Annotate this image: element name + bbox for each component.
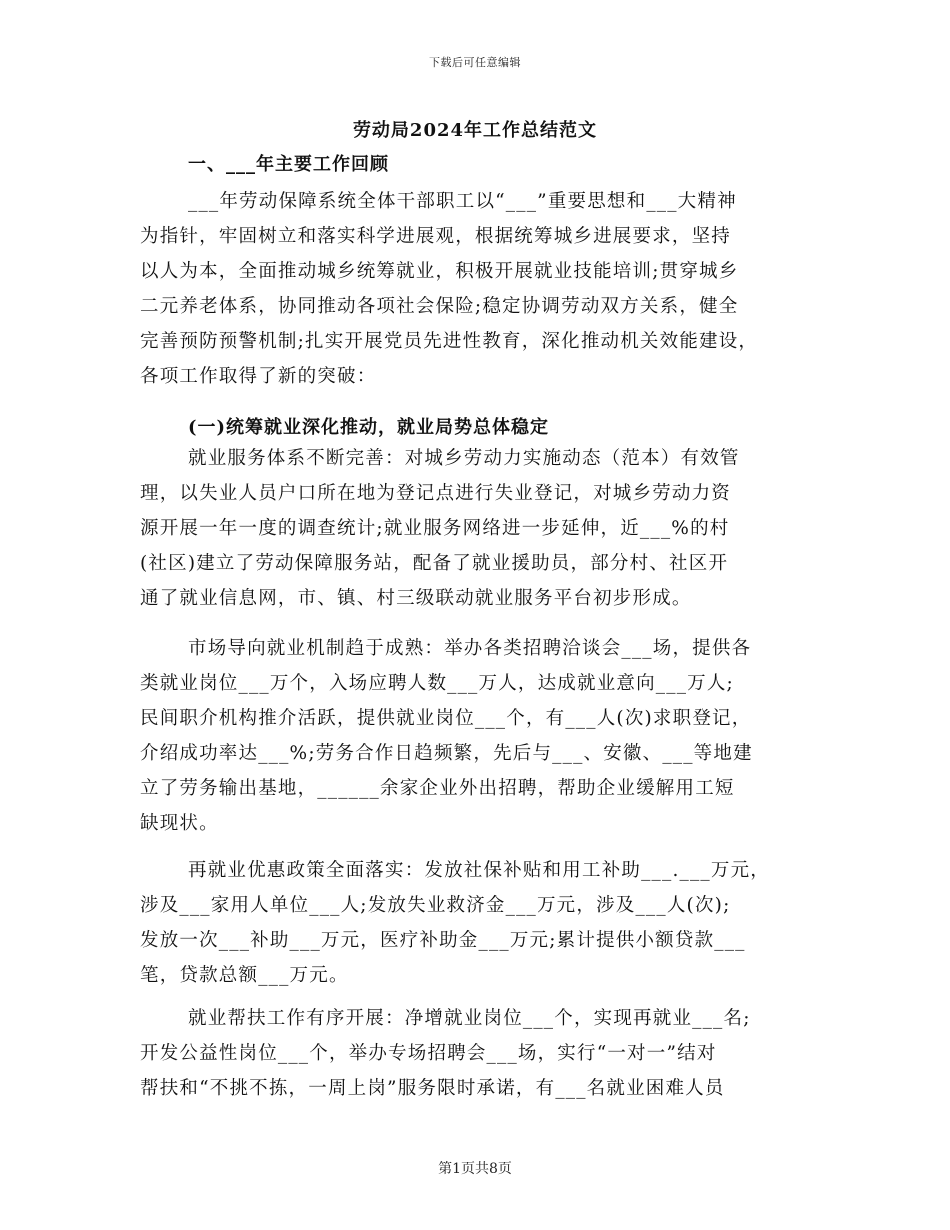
paragraph-line: 发放一次___补助___万元，医疗补助金___万元;累计提供小额贷款___	[140, 930, 746, 951]
paragraph-line: 为指针，牢固树立和落实科学进展观，根据统筹城乡进展要求，坚持	[140, 226, 732, 247]
paragraph-line: 再就业优惠政策全面落实：发放社保补贴和用工补助___.___万元，	[188, 860, 770, 881]
paragraph-line: 民间职介机构推介活跃，提供就业岗位___个，有___人(次)求职登记，	[140, 708, 752, 729]
paragraph-line: 缺现状。	[140, 813, 219, 834]
paragraph-line: 立了劳务输出基地，______余家企业外出招聘，帮助企业缓解用工短	[140, 778, 735, 799]
paragraph-line: 类就业岗位___万个，入场应聘人数___万人，达成就业意向___万人;	[140, 673, 734, 694]
paragraph-employment-service	[140, 441, 812, 616]
paragraph-line: 源开展一年一度的调查统计;就业服务网络进一步延伸，近___%的村	[140, 518, 730, 539]
header-note: 下载后可任意编辑	[429, 56, 521, 69]
paragraph-line: 笔，贷款总额___万元。	[140, 965, 349, 986]
page-footer: 第1页共8页	[438, 1161, 512, 1177]
document-title: 劳动局2024年工作总结范文	[352, 120, 598, 141]
paragraph-reemployment-policy	[140, 853, 812, 993]
paragraph-line: 介绍成功率达___%;劳务合作日趋频繁，先后与___、安徽、___等地建	[140, 743, 753, 764]
subheading-employment: (一)统筹就业深化推动，就业局势总体稳定	[188, 417, 550, 438]
paragraph-line: 各项工作取得了新的突破：	[140, 366, 377, 387]
paragraph-line: 二元养老体系，协同推动各项社会保险;稳定协调劳动双方关系，健全	[140, 296, 739, 317]
paragraph-line: 以人为本，全面推动城乡统筹就业，积极开展就业技能培训;贯穿城乡	[140, 261, 739, 282]
paragraph-market-mechanism	[140, 631, 812, 841]
paragraph-line: ___年劳动保障系统全体干部职工以“___”重要思想和___大精神	[188, 191, 737, 212]
paragraph-line: 就业帮扶工作有序开展：净增就业岗位___个，实现再就业___名;	[188, 1008, 751, 1029]
paragraph-employment-assistance	[140, 1001, 812, 1106]
section-heading-review: 一、___年主要工作回顾	[188, 154, 389, 175]
paragraph-line: 理，以失业人员户口所在地为登记点进行失业登记，对城乡劳动力资	[140, 483, 732, 504]
paragraph-line: 就业服务体系不断完善：对城乡劳动力实施动态（范本）有效管	[188, 448, 740, 469]
paragraph-line: 完善预防预警机制;扎实开展党员先进性教育，深化推动机关效能建设，	[140, 331, 759, 352]
paragraph-line: 帮扶和“不挑不拣，一周上岗”服务限时承诺，有___名就业困难人员	[140, 1078, 725, 1099]
paragraph-line: 市场导向就业机制趋于成熟：举办各类招聘洽谈会___场，提供各	[188, 638, 752, 659]
paragraph-line: 开发公益性岗位___个，举办专场招聘会___场，实行“一对一”结对	[140, 1043, 717, 1064]
intro-paragraph	[140, 184, 812, 394]
paragraph-line: 涉及___家用人单位___人;发放失业救济金___万元，涉及___人(次);	[140, 895, 731, 916]
paragraph-line: 通了就业信息网，市、镇、村三级联动就业服务平台初步形成。	[140, 588, 692, 609]
paragraph-line: (社区)建立了劳动保障服务站，配备了就业援助员，部分村、社区开	[140, 553, 729, 574]
